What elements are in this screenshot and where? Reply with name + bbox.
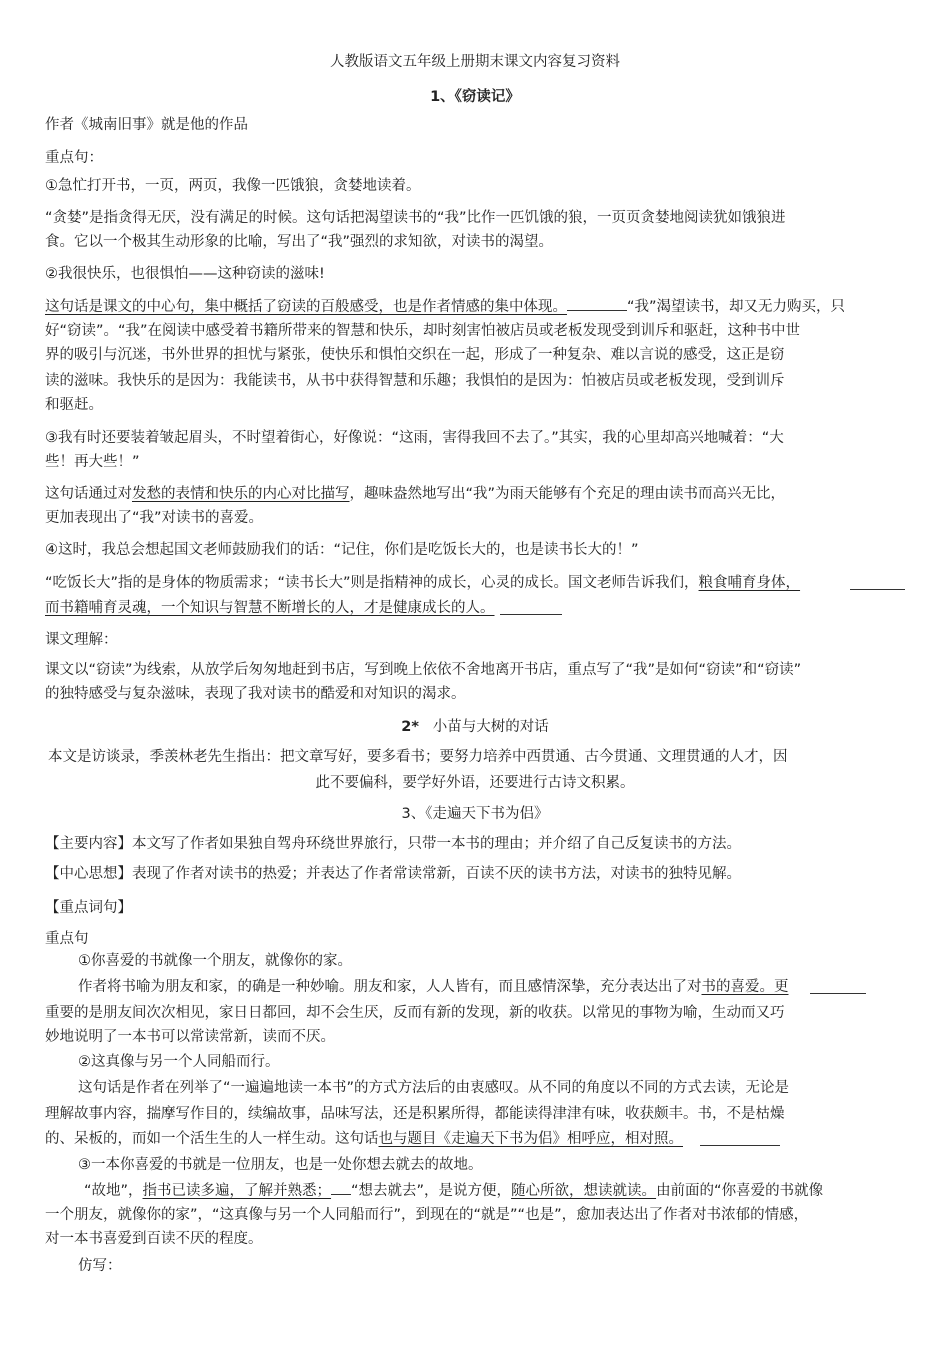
lesson1-s3-explanation-line-2: 更加表现出了“我”对读书的喜爱。 bbox=[45, 510, 264, 526]
nourish-body-underlined: 粮食哺育身体， bbox=[698, 575, 801, 591]
lesson3-s1-explanation-line-3: 妙地说明了一本书可以常读常新，读而不厌。 bbox=[45, 1029, 335, 1045]
title-echo-underlined: 也与题目《走遍天下书为侣》相呼应，相对照。 bbox=[378, 1131, 683, 1147]
underline-rule bbox=[810, 993, 866, 994]
lesson1-author-line: 作者《城南旧事》就是他的作品 bbox=[45, 117, 248, 133]
lesson1-s4-explanation-line-2: 而书籍哺育灵魂，一个知识与智慧不断增长的人，才是健康成长的人。 bbox=[45, 600, 495, 616]
familiar-underlined: 指书已读多遍，了解并熟悉； bbox=[142, 1183, 332, 1199]
lesson1-understanding-line-1: 课文以“窃读”为线索，从放学后匆匆地赶到书店，写到晚上依依不舍地离开书店，重点写了“我”是如何“窃读”和“窃读” bbox=[45, 662, 802, 678]
lesson3-main-content: 【主要内容】本文写了作者如果独自驾舟环绕世界旅行，只带一本书的理由；并介绍了自己反复读书的方法。 bbox=[45, 836, 741, 852]
lesson1-s2-explanation-line-5: 和驱赶。 bbox=[45, 397, 103, 413]
lesson3-key-label: 重点句 bbox=[45, 931, 89, 947]
lesson1-s2-explanation-line-3: 界的吸引与沉迷，书外世界的担忧与紧张，使快乐和惧怕交织在一起，形成了一种复杂、难以言说的感受，这正是窃 bbox=[45, 347, 785, 363]
lesson3-sentence-2: ②这真像与另一个人同船而行。 bbox=[78, 1054, 280, 1070]
love-of-books-underlined: 书的喜爱。更 bbox=[701, 979, 789, 995]
lesson1-sentence-3-line-2: 些！再大些！” bbox=[45, 454, 140, 470]
underline-rule bbox=[850, 589, 905, 590]
lesson1-s4-explanation-line-1: “吃饭长大”指的是身体的物质需求；“读书长大”则是指精神的成长，心灵的成长。国文老师告诉我们，粮食哺育身体， bbox=[45, 575, 801, 591]
lesson1-s2-explanation-line-1: 这句话是课文的中心句，集中概括了窃读的百般感受，也是作者情感的集中体现。 “我”渴望读书，却又无力购买，只 bbox=[45, 296, 845, 317]
underline-rule bbox=[700, 1145, 780, 1146]
lesson1-s3-explanation-line-1: 这句话通过对发愁的表情和快乐的内心对比描写，趣味盎然地写出“我”为雨天能够有个充足的理由读书而高兴无比， bbox=[45, 486, 786, 502]
lesson2-heading bbox=[0, 717, 950, 737]
lesson3-sentence-1: ①你喜爱的书就像一个朋友，就像你的家。 bbox=[78, 953, 352, 969]
lesson3-s2-explanation-line-3: 的、呆板的，而如一个活生生的人一样生动。这句话也与题目《走遍天下书为侣》相呼应，相对照。 bbox=[45, 1131, 683, 1147]
lesson3-s3-explanation-line-2: 一个朋友，就像你的家”，“这真像与另一个人同船而行”，到现在的“就是”“也是”，愈加表达出了作者对书浓郁的情感， bbox=[45, 1207, 809, 1223]
lesson1-s2-explanation-line-2: 好“窃读”。“我”在阅读中感受着书籍所带来的智慧和快乐，却时刻害怕被店员或老板发现受到训斥和驱赶，这种书中世 bbox=[45, 323, 801, 339]
lesson3-s1-explanation-line-1: 作者将书喻为朋友和家，的确是一种妙喻。朋友和家，人人皆有，而且感情深挚，充分表达出了对书的喜爱。更 bbox=[78, 979, 789, 995]
lesson1-sentence-4: ④这时，我总会想起国文老师鼓励我们的话：“记住，你们是吃饭长大的，也是读书长大的！” bbox=[45, 542, 639, 558]
lesson1-sentence-2: ②我很快乐，也很惧怕——这种窃读的滋味! bbox=[45, 266, 325, 282]
central-sentence-underlined: 这句话是课文的中心句，集中概括了窃读的百般感受，也是作者情感的集中体现。 bbox=[45, 299, 567, 315]
lesson3-central-idea: 【中心思想】表现了作者对读书的热爱；并表达了作者常读常新，百读不厌的读书方法，对读书的独特见解。 bbox=[45, 866, 741, 882]
lesson3-imitation-label: 仿写： bbox=[78, 1258, 122, 1274]
lesson1-heading: 1、《窃读记》 bbox=[430, 89, 520, 105]
lesson1-s1-explanation-line-2: 食。它以一个极其生动形象的比喻，写出了“我”强烈的求知欲，对读书的渴望。 bbox=[45, 234, 554, 250]
lesson1-sentence-1: ①急忙打开书，一页，两页，我像一匹饿狼，贪婪地读着。 bbox=[45, 178, 421, 194]
lesson3-s2-explanation-line-1: 这句话是作者在列举了“一遍遍地读一本书”的方式方法后的由衷感叹。从不同的角度以不同的方式去读，无论是 bbox=[78, 1080, 790, 1096]
lesson2-body-line-2: 此不要偏科，要学好外语，还要进行古诗文积累。 bbox=[315, 775, 635, 791]
lesson2-title: 小苗与大树的对话 bbox=[432, 719, 549, 735]
lesson1-understanding-line-2: 的独特感受与复杂滋味，表现了我对读书的酷爱和对知识的渴求。 bbox=[45, 686, 466, 702]
lesson1-key-label: 重点句： bbox=[45, 150, 103, 166]
lesson3-heading: 3、《走遍天下书为侣》 bbox=[401, 806, 549, 822]
page-title: 人教版语文五年级上册期末课文内容复习资料 bbox=[330, 54, 620, 70]
underline-rule bbox=[500, 614, 562, 615]
contrast-description-underlined: 发愁的表情和快乐的内心对比描写 bbox=[132, 486, 350, 502]
lesson3-sentence-3: ③一本你喜爱的书就是一位朋友，也是一处你想去就去的故地。 bbox=[78, 1157, 483, 1173]
lesson2-number: 2* bbox=[401, 719, 419, 735]
lesson3-s3-explanation-line-1: “故地”，指书已读多遍，了解并熟悉； “想去就去”，是说方便，随心所欲，想读就读。由前面的“你喜爱的书就像 bbox=[84, 1180, 823, 1201]
lesson3-s2-explanation-line-2: 理解故事内容，揣摩写作目的，续编故事，品味写法，还是积累所得，都能读得津津有味，收获颇丰。书，不是枯燥 bbox=[45, 1106, 785, 1122]
lesson1-sentence-3-line-1: ③我有时还要装着皱起眉头，不时望着街心，好像说：“这雨，害得我回不去了。”其实，我的心里却高兴地喊着：“大 bbox=[45, 430, 784, 446]
lesson1-s2-explanation-line-4: 读的滋味。我快乐的是因为：我能读书，从书中获得智慧和乐趣；我惧怕的是因为：怕被店员或老板发现，受到训斥 bbox=[45, 373, 785, 389]
lesson1-understanding-label: 课文理解： bbox=[45, 632, 118, 648]
lesson3-s3-explanation-line-3: 对一本书喜爱到百读不厌的程度。 bbox=[45, 1231, 263, 1247]
read-at-will-underlined: 随心所欲，想读就读。 bbox=[511, 1183, 657, 1199]
lesson3-s1-explanation-line-2: 重要的是朋友间次次相见，家日日都回，却不会生厌，反而有新的发现，新的收获。以常见的事物为喻，生动而又巧 bbox=[45, 1005, 785, 1021]
lesson3-key-words-label: 【重点词句】 bbox=[45, 900, 132, 916]
lesson2-body-line-1: 本文是访谈录，季羡林老先生指出：把文章写好，要多看书；要努力培养中西贯通、古今贯通、文理贯通的人才，因 bbox=[48, 749, 788, 765]
lesson1-s1-explanation-line-1: “贪婪”是指贪得无厌，没有满足的时候。这句话把渴望读书的“我”比作一匹饥饿的狼，一页页贪婪地阅读犹如饿狼进 bbox=[45, 210, 786, 226]
